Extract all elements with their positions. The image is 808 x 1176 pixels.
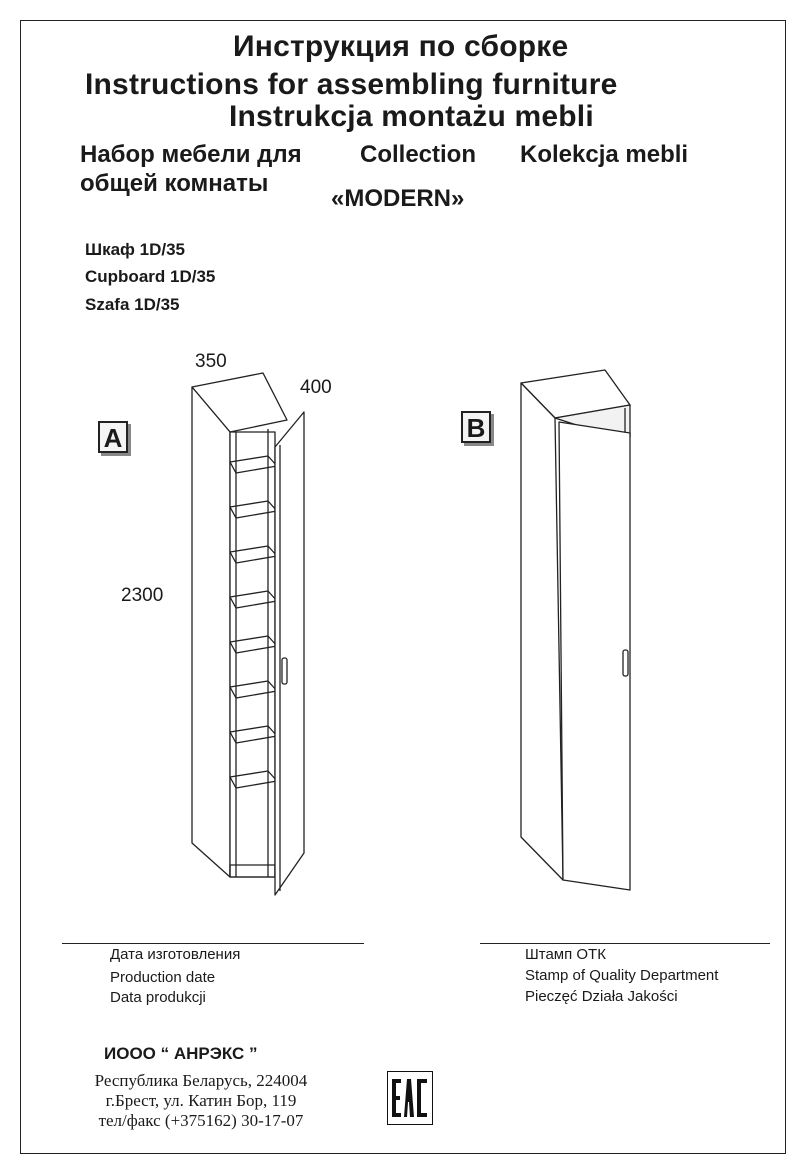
company-name: ИООО “ АНРЭКС ” [104, 1044, 258, 1063]
stamp-en: Stamp of Quality Department [525, 967, 719, 984]
dimension-height: 2300 [121, 585, 164, 606]
production-date-line [62, 943, 364, 944]
cupboard-open-drawing [180, 365, 320, 905]
company-address-1: Республика Беларусь, 224004 [94, 1071, 308, 1090]
view-label-a: A [98, 421, 128, 453]
company-address-2: г.Брест, ул. Катин Бор, 119 [105, 1091, 297, 1110]
stamp-line [480, 943, 770, 944]
title-en: Instructions for assembling furniture [85, 68, 618, 101]
stamp-pl: Pieczęć Działa Jakości [525, 988, 678, 1005]
company-phone: тел/факс (+375162) 30-17-07 [98, 1111, 304, 1130]
production-date-pl: Data produkcji [110, 989, 206, 1006]
collection-ru-line1: Набор мебели для [80, 141, 302, 168]
production-date-ru: Дата изготовления [110, 946, 241, 963]
view-label-b: B [461, 411, 491, 443]
collection-name: «MODERN» [331, 185, 465, 212]
production-date-en: Production date [110, 969, 216, 986]
eac-mark-icon [387, 1071, 433, 1125]
collection-ru-line2: общей комнаты [80, 170, 269, 197]
product-ru: Шкаф 1D/35 [85, 240, 186, 259]
collection-en: Collection [360, 141, 477, 168]
title-pl: Instrukcja montażu mebli [229, 100, 594, 133]
cupboard-closed-drawing [515, 365, 645, 895]
dimension-depth: 400 [300, 377, 332, 398]
product-pl: Szafa 1D/35 [85, 295, 180, 314]
title-ru: Инструкция по сборке [233, 30, 569, 63]
collection-pl: Kolekcja mebli [520, 141, 689, 168]
dimension-width: 350 [195, 351, 227, 372]
stamp-ru: Штамп ОТК [525, 946, 606, 963]
product-en: Cupboard 1D/35 [85, 267, 216, 286]
